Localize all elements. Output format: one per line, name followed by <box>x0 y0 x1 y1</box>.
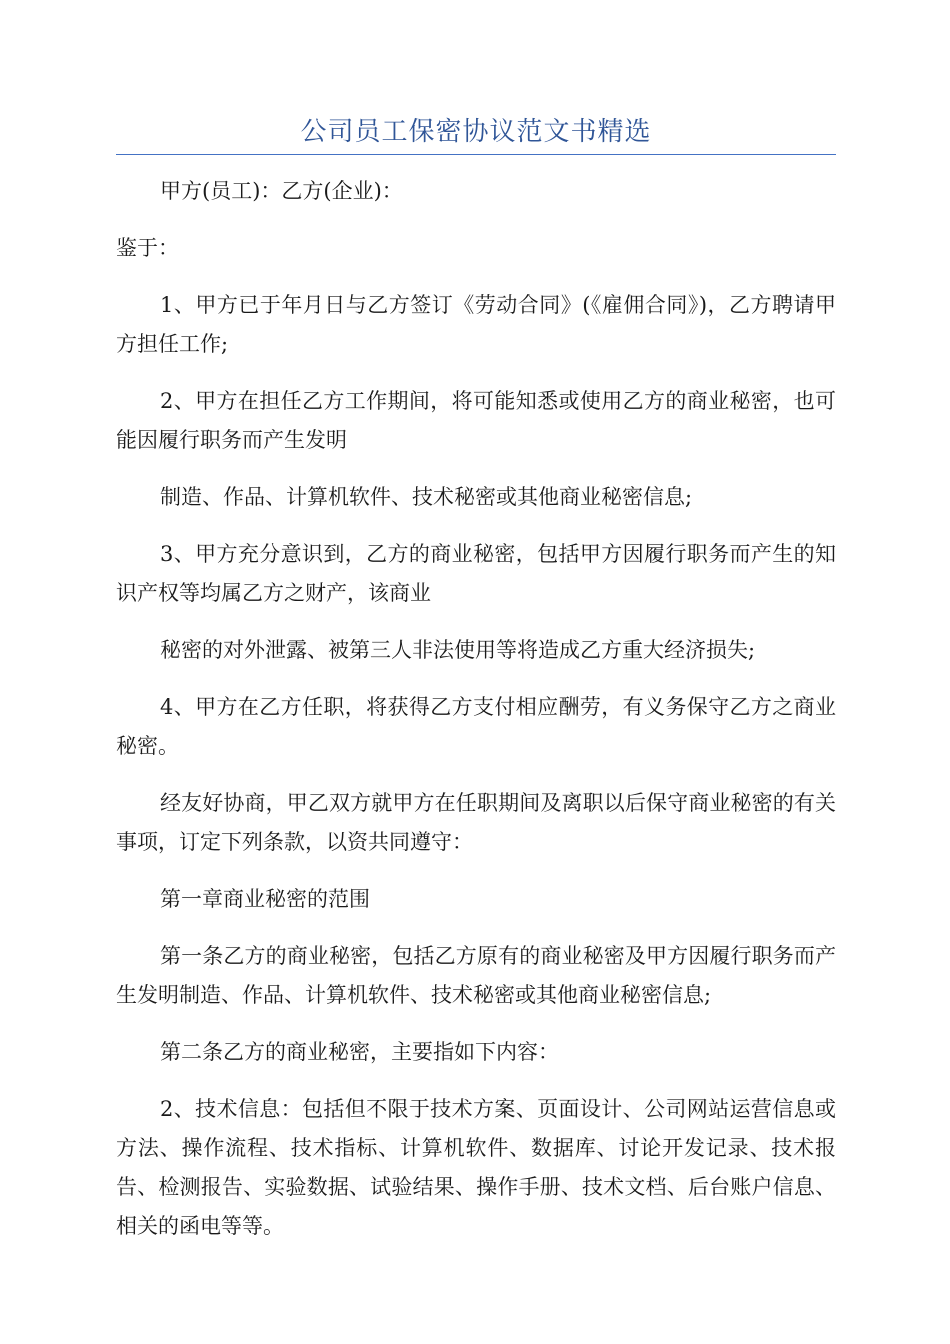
paragraph: 4、甲方在乙方任职，将获得乙方支付相应酬劳，有义务保守乙方之商业秘密。 <box>116 695 836 758</box>
document-title: 公司员工保密协议范文书精选 <box>300 117 652 147</box>
paragraph: 2、技术信息：包括但不限于技术方案、页面设计、公司网站运营信息或方法、操作流程、技术指标、计算机软件、数据库、讨论开发记录、技术报告、检测报告、实验数据、试验结果、操作手册、技术文档、后台账户信息、相关的函电等等。 <box>116 1097 836 1238</box>
article-paragraph: 第二条乙方的商业秘密，主要指如下内容： <box>160 1040 559 1064</box>
title-underline <box>116 154 836 155</box>
document-body <box>116 172 836 1264</box>
paragraph: 3、甲方充分意识到，乙方的商业秘密，包括甲方因履行职务而产生的知识产权等均属乙方之财产，该商业 <box>116 542 836 605</box>
article-paragraph: 第一条乙方的商业秘密，包括乙方原有的商业秘密及甲方因履行职务而产生发明制造、作品、计算机软件、技术秘密或其他商业秘密信息; <box>116 944 836 1007</box>
paragraph: 2、甲方在担任乙方工作期间，将可能知悉或使用乙方的商业秘密，也可能因履行职务而产生发明 <box>116 389 836 452</box>
paragraph: 制造、作品、计算机软件、技术秘密或其他商业秘密信息; <box>160 485 693 509</box>
whereas-heading: 鉴于： <box>116 236 179 260</box>
paragraph: 1、甲方已于年月日与乙方签订《劳动合同》(《雇佣合同》)，乙方聘请甲方担任工作; <box>116 293 836 356</box>
paragraph: 经友好协商，甲乙双方就甲方在任职期间及离职以后保守商业秘密的有关事项，订定下列条款，以资共同遵守： <box>116 791 836 854</box>
chapter-heading: 第一章商业秘密的范围 <box>160 887 370 911</box>
party-line: 甲方(员工)：乙方(企业)： <box>160 179 403 203</box>
paragraph: 秘密的对外泄露、被第三人非法使用等将造成乙方重大经济损失; <box>160 638 756 662</box>
